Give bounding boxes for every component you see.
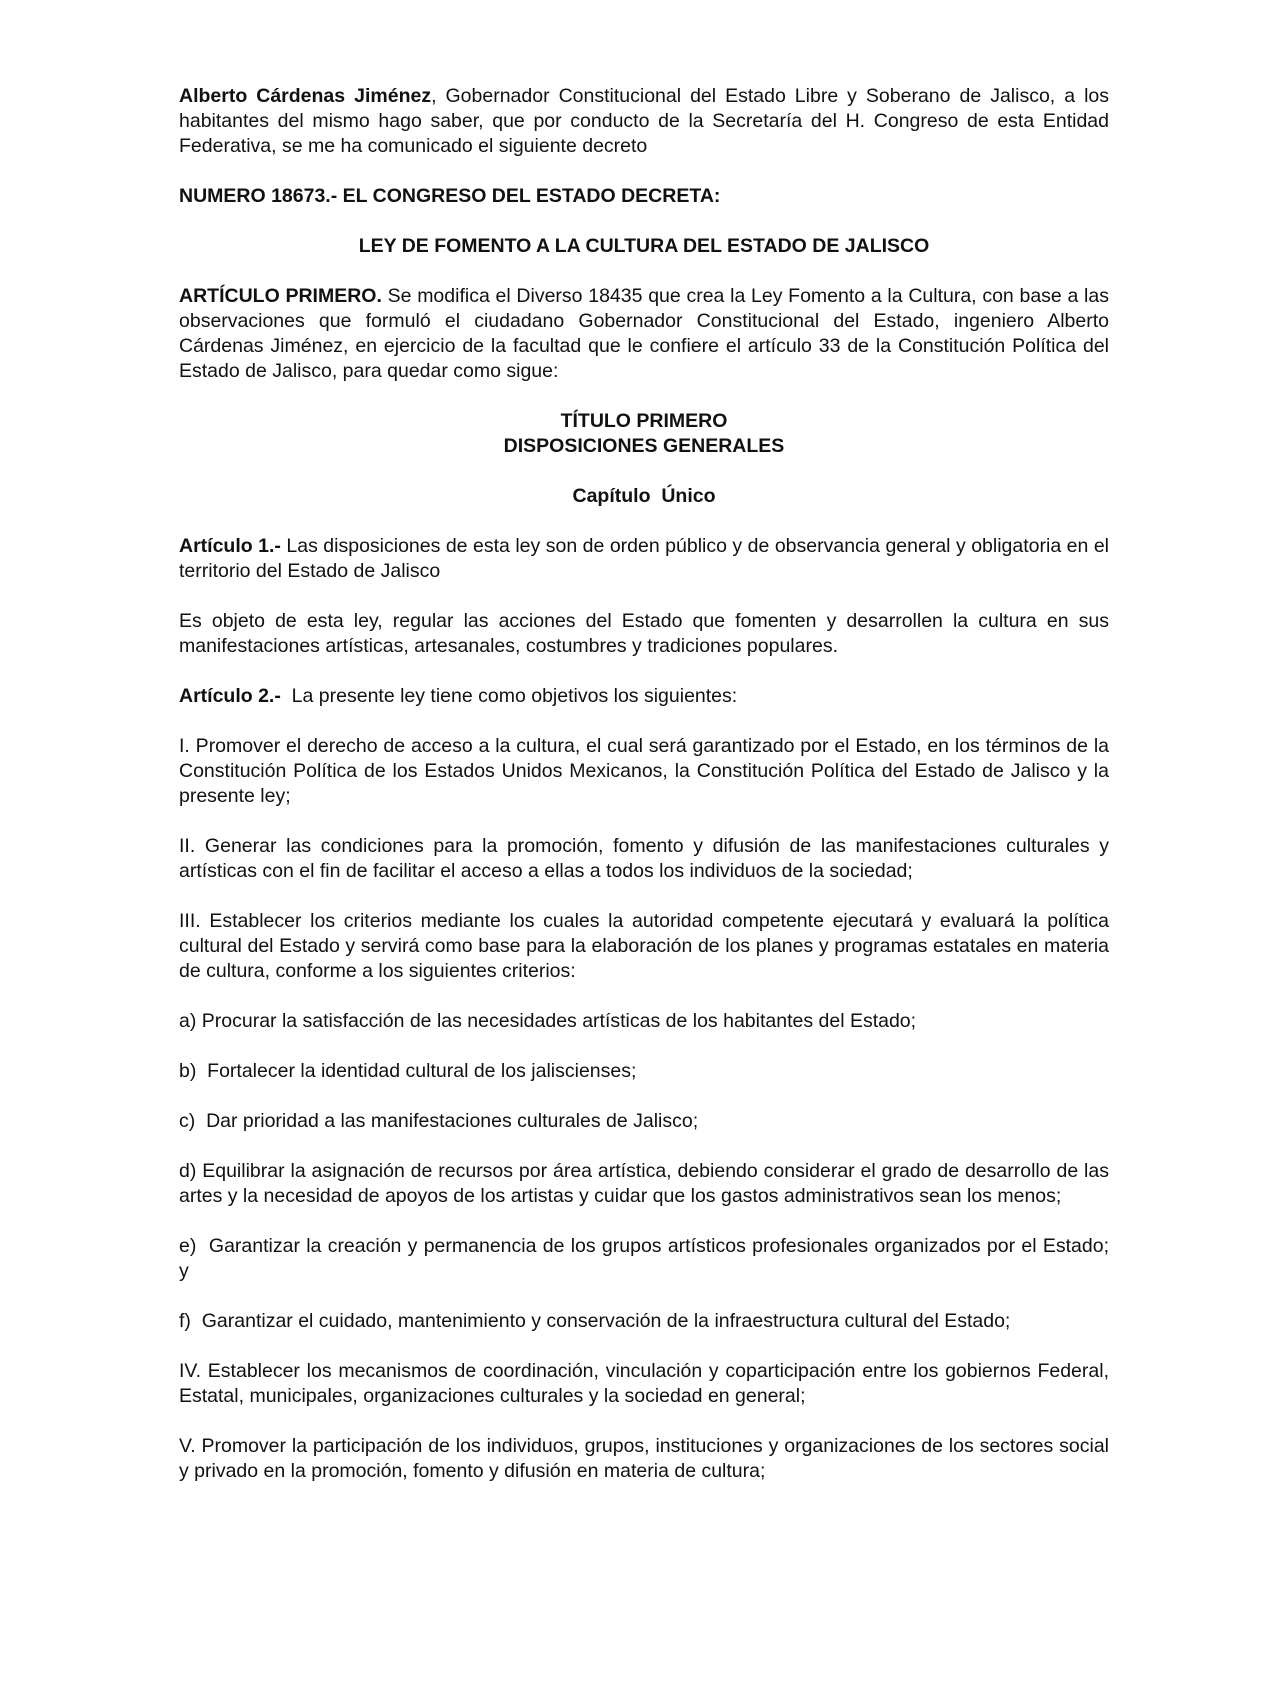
list-item: f) Garantizar el cuidado, mantenimiento y conservación de la infraestructura cultural del Estado; (179, 1310, 1011, 1332)
titulo-line1: TÍTULO PRIMERO (560, 410, 728, 432)
articulo-1-label: Artículo 1.- (179, 535, 281, 557)
list-item: IV. Establecer los mecanismos de coordinación, vinculación y coparticipación entre los gobiernos Federal, Estatal, municipales, organizaciones culturales y la sociedad en general; (179, 1360, 1109, 1407)
articulo-2-text: La presente ley tiene como objetivos los siguientes: (280, 685, 738, 707)
list-item: V. Promover la participación de los individuos, grupos, instituciones y organizaciones de los sectores social y privado en la promoción, fomento y difusión en materia de cultura; (179, 1435, 1109, 1482)
articulo-1 (179, 534, 1109, 584)
articulo-1-paragraph2: Es objeto de esta ley, regular las acciones del Estado que fomenten y desarrollen la cultura en sus manifestaciones artísticas, artesanales, costumbres y tradiciones populares. (179, 610, 1109, 657)
capitulo-heading: Capítulo Único (572, 485, 716, 507)
intro-paragraph (179, 84, 1109, 159)
articulo-1-text: Las disposiciones de esta ley son de orden público y de observancia general y obligatoria en el territorio del Estado de Jalisco (179, 535, 1109, 582)
governor-name: Alberto Cárdenas Jiménez (179, 85, 432, 107)
list-item: a) Procurar la satisfacción de las necesidades artísticas de los habitantes del Estado; (179, 1010, 917, 1032)
decree-number (179, 184, 1109, 209)
list-item: II. Generar las condiciones para la promoción, fomento y difusión de las manifestaciones culturales y artísticas con el fin de facilitar el acceso a ellas a todos los individuos de la sociedad; (179, 835, 1109, 882)
law-title: LEY DE FOMENTO A LA CULTURA DEL ESTADO DE JALISCO (358, 235, 930, 257)
list-item: d) Equilibrar la asignación de recursos por área artística, debiendo considerar el grado de desarrollo de las artes y la necesidad de apoyos de los artistas y cuidar que los gastos administrativos sean los menos; (179, 1160, 1109, 1207)
articulo-2-label: Artículo 2.- (179, 685, 281, 707)
articulo-primero (179, 284, 1109, 384)
titulo-line2: DISPOSICIONES GENERALES (503, 435, 785, 457)
titulo-heading (179, 409, 1109, 459)
decree-number-text: NUMERO 18673.- EL CONGRESO DEL ESTADO DECRETA: (179, 185, 721, 207)
list-item: I. Promover el derecho de acceso a la cultura, el cual será garantizado por el Estado, en los términos de la Constitución Política de los Estados Unidos Mexicanos, la Constitución Política del Estado de Jalisco y la presente ley; (179, 735, 1109, 807)
list-item: e) Garantizar la creación y permanencia de los grupos artísticos profesionales organizados por el Estado; y (179, 1235, 1115, 1282)
articulo-2 (179, 684, 1109, 709)
list-item: b) Fortalecer la identidad cultural de los jaliscienses; (179, 1060, 637, 1082)
articulo-primero-text: Se modifica el Diverso 18435 que crea la Ley Fomento a la Cultura, con base a las observaciones que formuló el ciudadano Gobernador Constitucional del Estado, ingeniero Alberto Cárdenas Jiménez, en ejercicio de la facultad que le confiere el artículo 33 de la Constitución Política del Estado de Jalisco, para quedar como sigue: (179, 285, 1109, 382)
articulo-primero-label: ARTÍCULO PRIMERO. (179, 285, 382, 307)
list-item: III. Establecer los criterios mediante los cuales la autoridad competente ejecutará y evaluará la política cultural del Estado y servirá como base para la elaboración de los planes y programas estatales en materia de cultura, conforme a los siguientes criterios: (179, 910, 1109, 982)
intro-text: , Gobernador Constitucional del Estado Libre y Soberano de Jalisco, a los habitantes del mismo hago saber, que por conducto de la Secretaría del H. Congreso de esta Entidad Federativa, se me ha comunicado el siguiente decreto (179, 85, 1109, 157)
list-item: c) Dar prioridad a las manifestaciones culturales de Jalisco; (179, 1110, 699, 1132)
document-page (179, 84, 1115, 1509)
